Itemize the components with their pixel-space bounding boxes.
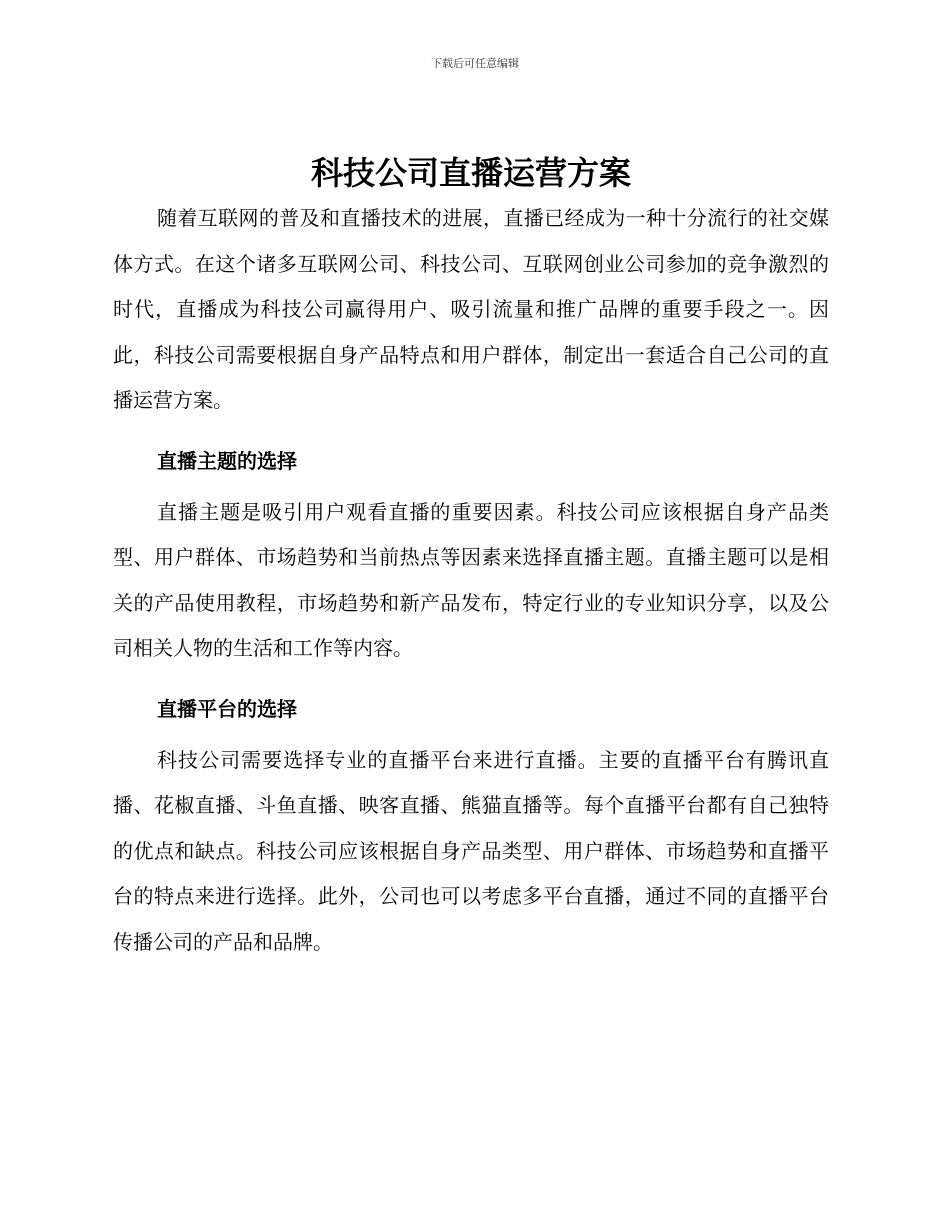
section-heading-platform: 直播平台的选择	[157, 696, 297, 721]
document-content	[113, 150, 829, 965]
document-title: 科技公司直播运营方案	[310, 154, 631, 192]
section-body-theme: 直播主题是吸引用户观看直播的重要因素。科技公司应该根据自身产品类型、用户群体、市场趋势和当前热点等因素来选择直播主题。直播主题可以是相关的产品使用教程，市场趋势和新产品发布，特定行业的专业知识分享，以及公司相关人物的生活和工作等内容。	[113, 499, 829, 660]
intro-paragraph: 随着互联网的普及和直播技术的进展，直播已经成为一种十分流行的社交媒体方式。在这个诸多互联网公司、科技公司、互联网创业公司参加的竞争激烈的时代，直播成为科技公司赢得用户、吸引流量和推广品牌的重要手段之一。因此，科技公司需要根据自身产品特点和用户群体，制定出一套适合自己公司的直播运营方案。	[113, 206, 829, 412]
header-note: 下载后可任意编辑	[431, 57, 519, 70]
section-heading-theme: 直播主题的选择	[157, 448, 297, 473]
section-body-platform: 科技公司需要选择专业的直播平台来进行直播。主要的直播平台有腾讯直播、花椒直播、斗鱼直播、映客直播、熊猫直播等。每个直播平台都有自己独特的优点和缺点。科技公司应该根据自身产品类型、用户群体、市场趋势和直播平台的特点来进行选择。此外，公司也可以考虑多平台直播，通过不同的直播平台传播公司的产品和品牌。	[113, 747, 829, 954]
